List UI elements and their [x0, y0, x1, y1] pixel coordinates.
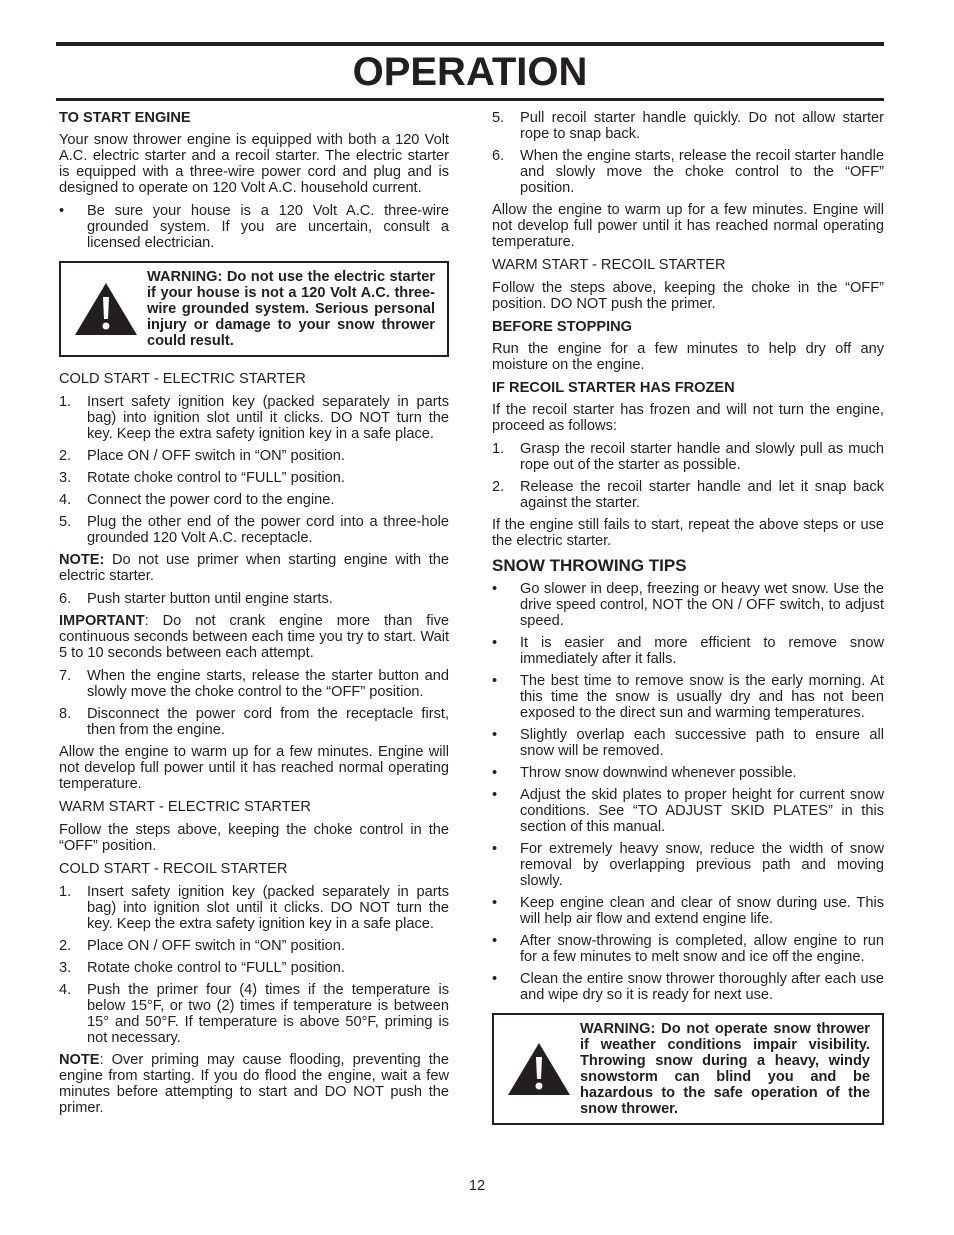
before-stopping-text: Run the engine for a few minutes to help dry off any moisture on the engine. [492, 341, 884, 373]
step-text: Connect the power cord to the engine. [87, 492, 335, 508]
warmup-paragraph: Allow the engine to warm up for a few minutes. Engine will not develop full power until it has reached normal operating temperature. [492, 202, 884, 250]
step-text: Plug the other end of the power cord into a three-hole grounded 120 Volt A.C. receptacle. [87, 514, 449, 546]
bullet-text: Adjust the skid plates to proper height for current snow conditions. See “TO ADJUST SKID PLATES” in this section of this manual. [520, 787, 884, 835]
bullet-mark: • [492, 933, 498, 949]
step-number: 2. [59, 448, 72, 464]
list-item [59, 938, 449, 954]
step-text: Push the primer four (4) times if the temperature is below 15°F, or two (2) times if temperature is between 15° and 50°F. If temperature is above 50°F, priming is not necessary. [87, 982, 449, 1046]
frozen-outro: If the engine still fails to start, repeat the above steps or use the electric starter. [492, 517, 884, 549]
frozen-heading: IF RECOIL STARTER HAS FROZEN [492, 380, 735, 396]
list-item [59, 203, 449, 251]
step-number: 4. [59, 492, 72, 508]
warm-start-recoil-heading: WARM START - RECOIL STARTER [492, 257, 726, 273]
step-number: 6. [492, 148, 505, 164]
top-rule [56, 42, 884, 46]
list-item [492, 673, 884, 721]
bullet-text: For extremely heavy snow, reduce the width of snow removal by overlapping previous path and moving slowly. [520, 841, 884, 889]
bullet-mark: • [492, 895, 498, 911]
note-text: Do not use primer when starting engine with the electric starter. [59, 552, 449, 584]
list-item [59, 514, 449, 546]
step-number: 1. [59, 394, 72, 410]
step-number: 7. [59, 668, 72, 684]
frozen-intro: If the recoil starter has frozen and will not turn the engine, proceed as follows: [492, 402, 884, 434]
warning-box-visibility [492, 1013, 884, 1125]
list-item [492, 787, 884, 835]
bullet-text: The best time to remove snow is the early morning. At this time the snow is usually dry and has not been exposed to the direct sun and warming temperatures. [520, 673, 884, 721]
step-text: Push starter button until engine starts. [87, 591, 333, 607]
bullet-mark: • [492, 727, 498, 743]
recoil-steps-continued [492, 110, 884, 196]
important-label: IMPORTANT [59, 613, 145, 629]
list-item [492, 441, 884, 473]
step-text: Rotate choke control to “FULL” position. [87, 960, 345, 976]
bullet-text: Slightly overlap each successive path to ensure all snow will be removed. [520, 727, 884, 759]
snow-throwing-tips-heading: SNOW THROWING TIPS [492, 556, 687, 575]
left-column [59, 110, 449, 1123]
cold-start-electric-heading: COLD START - ELECTRIC STARTER [59, 371, 306, 387]
note-paragraph [59, 1052, 449, 1116]
step-number: 2. [59, 938, 72, 954]
warning-icon [504, 1039, 574, 1099]
bullet-text: Be sure your house is a 120 Volt A.C. three-wire grounded system. If you are uncertain, consult a licensed electrician. [87, 203, 449, 251]
step-number: 8. [59, 706, 72, 722]
step-number: 5. [59, 514, 72, 530]
to-start-engine-heading: TO START ENGINE [59, 110, 191, 126]
step-text: When the engine starts, release the recoil starter handle and slowly move the choke control to the “OFF” position. [520, 148, 884, 196]
list-item [492, 110, 884, 142]
list-item [59, 884, 449, 932]
list-item [492, 727, 884, 759]
warmup-paragraph: Allow the engine to warm up for a few minutes. Engine will not develop full power until it has reached normal operating temperature. [59, 744, 449, 792]
bullet-text: Go slower in deep, freezing or heavy wet snow. Use the drive speed control, NOT the ON / OFF switch, to adjust speed. [520, 581, 884, 629]
list-item [492, 933, 884, 965]
list-item [59, 492, 449, 508]
bullet-text: Throw snow downwind whenever possible. [520, 765, 797, 781]
step-number: 2. [492, 479, 505, 495]
page-number: 12 [468, 1178, 486, 1194]
step-text: Insert safety ignition key (packed separately in parts bag) into ignition slot until it clicks. DO NOT turn the key. Keep the extra safety ignition key in a safe place. [87, 394, 449, 442]
step-text: Place ON / OFF switch in “ON” position. [87, 448, 345, 464]
title-rule [56, 98, 884, 101]
important-paragraph [59, 613, 449, 661]
list-item [492, 765, 884, 781]
list-item [59, 470, 449, 486]
bullet-mark: • [492, 581, 498, 597]
bullet-mark: • [492, 635, 498, 651]
step-text: When the engine starts, release the starter button and slowly move the choke control to the “OFF” position. [87, 668, 449, 700]
list-item [59, 960, 449, 976]
list-item [59, 448, 449, 464]
note-label: NOTE [59, 1052, 100, 1068]
list-item [59, 706, 449, 738]
step-number: 3. [59, 470, 72, 486]
bullet-mark: • [59, 203, 65, 219]
step-text: Place ON / OFF switch in “ON” position. [87, 938, 345, 954]
step-number: 4. [59, 982, 72, 998]
step-number: 5. [492, 110, 505, 126]
step-text: Disconnect the power cord from the receptacle first, then from the engine. [87, 706, 449, 738]
step-text: Release the recoil starter handle and let it snap back against the starter. [520, 479, 884, 511]
bullet-text: Clean the entire snow thrower thoroughly after each use and wipe dry so it is ready for next use. [520, 971, 884, 1003]
bullet-text: After snow-throwing is completed, allow engine to run for a few minutes to melt snow and ice off the engine. [520, 933, 884, 965]
warm-start-electric-text: Follow the steps above, keeping the choke control in the “OFF” position. [59, 822, 449, 854]
list-item [492, 841, 884, 889]
list-item [492, 635, 884, 667]
list-item [59, 394, 449, 442]
cold-start-recoil-heading: COLD START - RECOIL STARTER [59, 861, 288, 877]
right-column [492, 110, 884, 1139]
list-item [492, 479, 884, 511]
list-item [59, 982, 449, 1046]
bullet-mark: • [492, 971, 498, 987]
bullet-mark: • [492, 841, 498, 857]
warning-text: WARNING: Do not use the electric starter if your house is not a 120 Volt A.C. three-wire grounded system. Serious personal injury or damage to your snow thrower could result. [147, 269, 435, 349]
step-number: 1. [59, 884, 72, 900]
bullet-mark: • [492, 673, 498, 689]
warning-box-electric [59, 261, 449, 357]
warning-text: WARNING: Do not operate snow thrower if weather conditions impair visibility. Throwing snow during a heavy, windy snowstorm can blind you and be hazardous to the safe operation of the snow thrower. [580, 1021, 870, 1117]
step-number: 6. [59, 591, 72, 607]
list-item [59, 668, 449, 700]
list-item [492, 581, 884, 629]
bullet-mark: • [492, 765, 498, 781]
cold-electric-steps-continued [59, 668, 449, 738]
step-text: Rotate choke control to “FULL” position. [87, 470, 345, 486]
frozen-steps [492, 441, 884, 511]
cold-electric-steps [59, 394, 449, 546]
list-item [492, 148, 884, 196]
note-paragraph [59, 552, 449, 584]
page-title: OPERATION [352, 50, 588, 94]
cold-recoil-steps [59, 884, 449, 1046]
step-text: Grasp the recoil starter handle and slowly pull as much rope out of the starter as possible. [520, 441, 884, 473]
warning-icon [71, 279, 141, 339]
bullet-text: Keep engine clean and clear of snow during use. This will help air flow and extend engine life. [520, 895, 884, 927]
bullet-text: It is easier and more efficient to remove snow immediately after it falls. [520, 635, 884, 667]
warm-start-electric-heading: WARM START - ELECTRIC STARTER [59, 799, 311, 815]
intro-paragraph: Your snow thrower engine is equipped with both a 120 Volt A.C. electric starter and a recoil starter. The electric starter is equipped with a three-wire power cord and plug and is designed to operate on 120 Volt A.C. household current. [59, 132, 449, 196]
list-item [492, 971, 884, 1003]
step-text: Insert safety ignition key (packed separately in parts bag) into ignition slot until it clicks. DO NOT turn the key. Keep the extra safety ignition key in a safe place. [87, 884, 449, 932]
note-text: : Over priming may cause flooding, preventing the engine from starting. If you do flood the engine, wait a few minutes before attempting to start and DO NOT push the primer. [59, 1052, 449, 1116]
list-item [492, 895, 884, 927]
step-number: 1. [492, 441, 505, 457]
note-label: NOTE: [59, 552, 105, 568]
before-stopping-heading: BEFORE STOPPING [492, 319, 633, 335]
list-item [59, 591, 449, 607]
tips-list [492, 581, 884, 1003]
warm-start-recoil-text: Follow the steps above, keeping the choke in the “OFF” position. DO NOT push the primer. [492, 280, 884, 312]
step-number: 3. [59, 960, 72, 976]
bullet-mark: • [492, 787, 498, 803]
important-text: : Do not crank engine more than five continuous seconds between each time you try to start. Wait 5 to 10 seconds between each attempt. [59, 613, 449, 661]
step-text: Pull recoil starter handle quickly. Do not allow starter rope to snap back. [520, 110, 884, 142]
